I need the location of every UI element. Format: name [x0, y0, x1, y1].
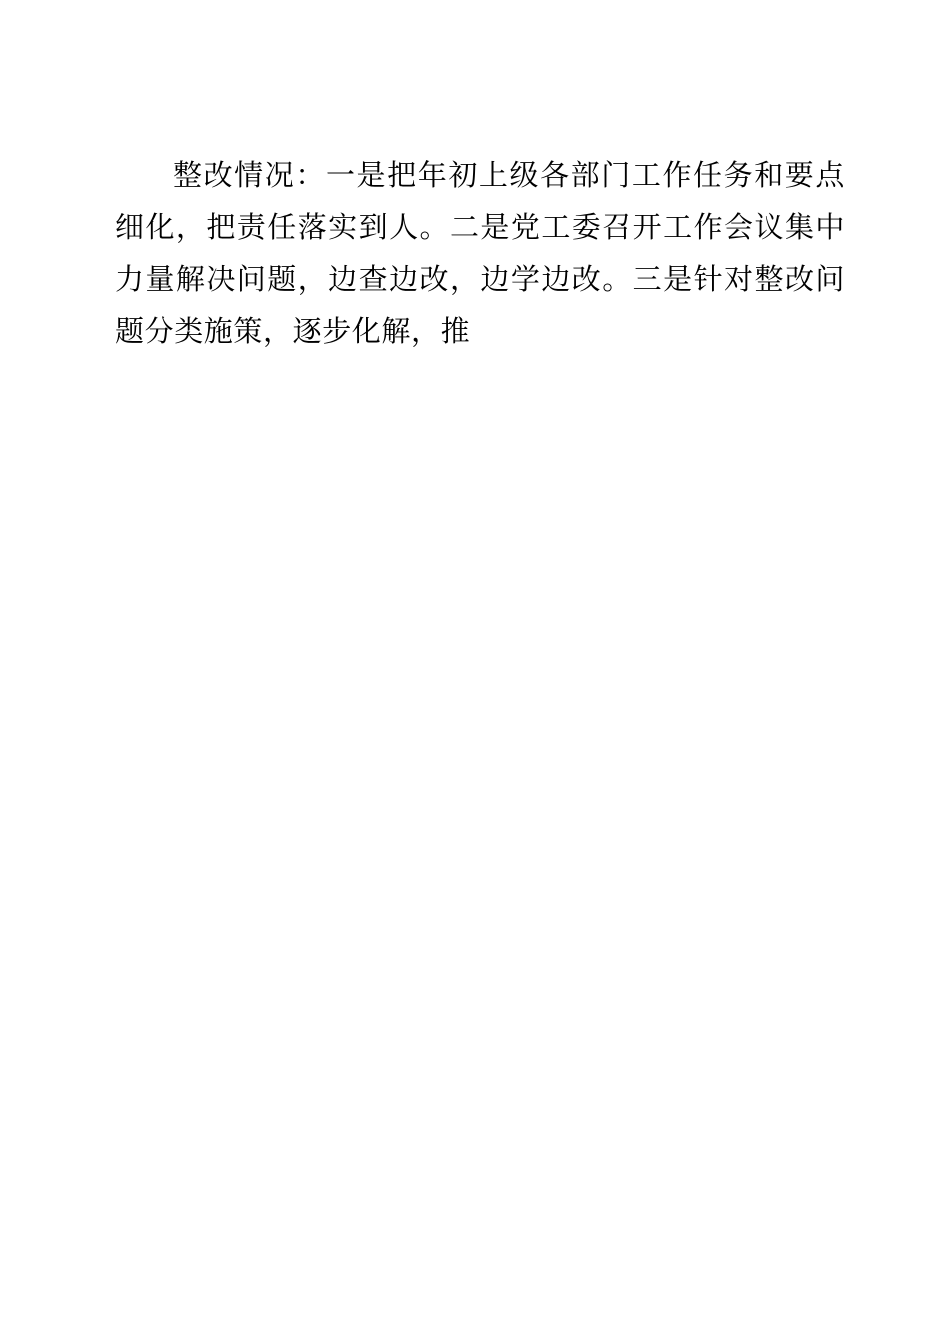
- document-body: [115, 150, 845, 358]
- paragraph-rectification-status: 整改情况：一是把年初上级各部门工作任务和要点细化，把责任落实到人。二是党工委召开工作会议集中力量解决问题，边查边改，边学边改。三是针对整改问题分类施策，逐步化解，推: [115, 160, 845, 348]
